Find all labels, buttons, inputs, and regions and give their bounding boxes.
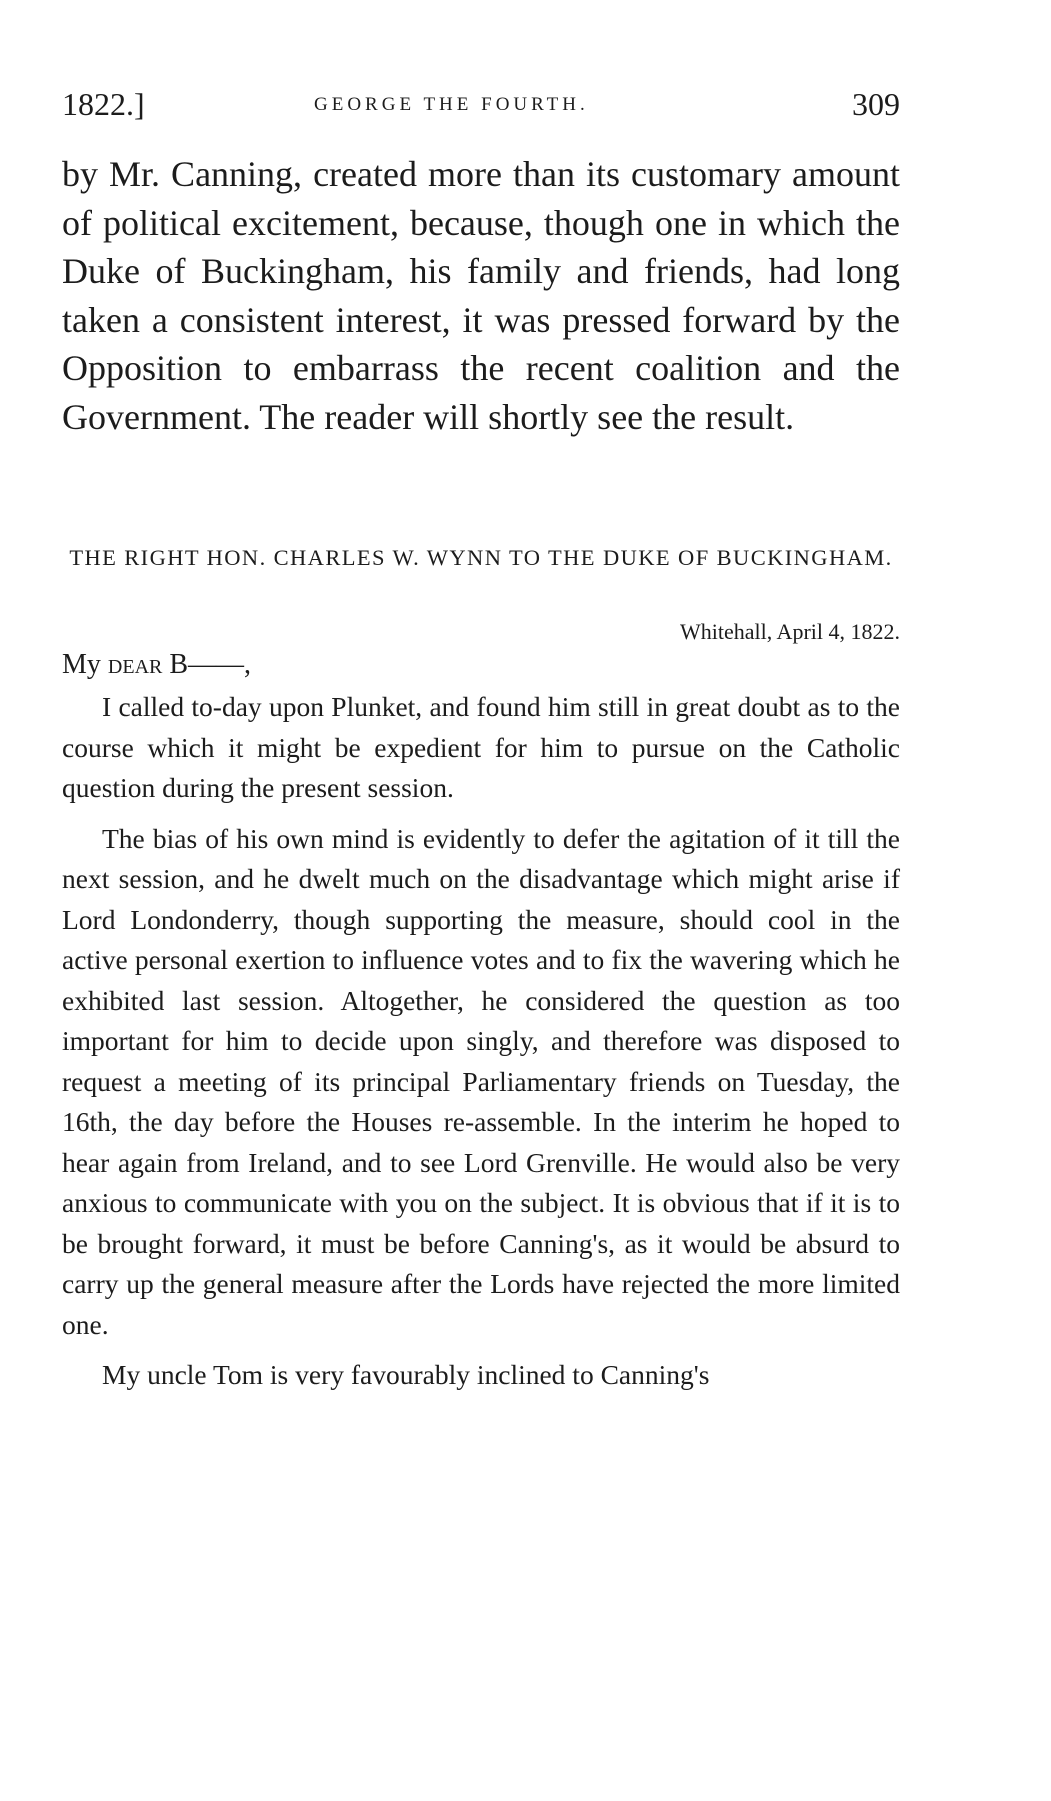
letter-body (62, 687, 900, 1406)
letter-paragraph-3: My uncle Tom is very favourably inclined to Canning's (102, 1359, 710, 1390)
running-head (62, 86, 900, 126)
letter-paragraph-1: I called to-day upon Plunket, and found him still in great doubt as to the course which it might be expedient for him to pursue on the Catholic question during the present session. (62, 691, 900, 803)
intro-paragraph: by Mr. Canning, created more than its customary amount of political excitement, because, though one in which the Duke of Buckingham, his family and friends, had long taken a consistent interest, it was pressed forward by the Opposition to embarrass the recent coalition and the Government. The reader will shortly see the result. (62, 154, 900, 437)
salutation-first-word: My (62, 649, 101, 680)
letter-heading: THE RIGHT HON. CHARLES W. WYNN TO THE DUKE OF BUCKINGHAM. (69, 545, 893, 570)
page-number: 309 (852, 86, 900, 122)
letter-salutation (62, 646, 251, 684)
salutation-rest: dear B——, (107, 649, 252, 680)
running-head-year: 1822.] (62, 86, 145, 122)
letter-dateline: Whitehall, April 4, 1822. (680, 619, 900, 644)
letter-paragraph-2: The bias of his own mind is evidently to defer the agitation of it till the next session, and he dwelt much on the disadvantage which might arise if Lord Londonderry, though supporting the measure, should cool in the active personal exertion to influence votes and to fix the wavering which he exhibited last session. Altogether, he considered the question as too important for him to decide upon singly, and therefore was disposed to request a meeting of its principal Parliamentary friends on Tuesday, the 16th, the day before the Houses re-assemble. In the interim he hoped to hear again from Ireland, and to see Lord Grenville. He would also be very anxious to communicate with you on the subject. It is obvious that if it is to be brought forward, it must be before Canning's, as it would be absurd to carry up the general measure after the Lords have rejected the more limited one. (62, 822, 900, 1340)
running-head-title: GEORGE THE FOURTH. (314, 94, 589, 115)
